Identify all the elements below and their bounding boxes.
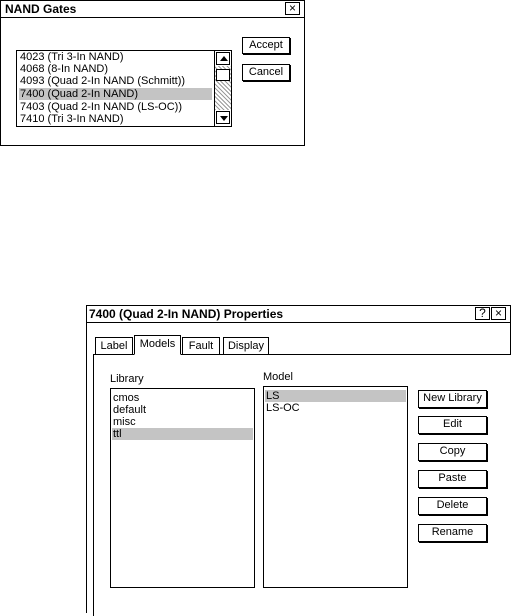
vertical-scrollbar[interactable] [214, 51, 231, 126]
list-item[interactable]: 4068 (8-In NAND) [20, 63, 109, 75]
dialog-title: NAND Gates [5, 2, 77, 16]
delete-button[interactable]: Delete [418, 497, 487, 515]
edit-button[interactable]: Edit [418, 416, 487, 434]
nand-gates-dialog [0, 0, 305, 146]
list-item[interactable]: default [113, 404, 147, 416]
library-label: Library [110, 373, 144, 385]
dialog-title: 7400 (Quad 2-In NAND) Properties [89, 307, 284, 321]
tab-display[interactable]: Display [223, 337, 269, 355]
list-item[interactable]: 4093 (Quad 2-In NAND (Schmitt)) [20, 75, 186, 87]
models-tab-panel [93, 354, 511, 616]
rename-button[interactable]: Rename [418, 524, 487, 542]
properties-dialog [86, 305, 511, 613]
tab-models[interactable]: Models [134, 335, 181, 355]
model-label: Model [263, 371, 293, 383]
properties-dialog-titlebar[interactable] [87, 306, 510, 323]
help-icon[interactable]: ? [475, 307, 490, 320]
list-item[interactable]: misc [113, 416, 136, 428]
tab-fault[interactable]: Fault [182, 337, 220, 355]
list-item[interactable]: 7410 (Tri 3-In NAND) [20, 113, 124, 125]
list-item[interactable]: LS-OC [266, 402, 300, 414]
nand-gates-list[interactable] [16, 50, 232, 127]
list-item[interactable]: cmos [113, 392, 140, 404]
close-icon[interactable]: × [491, 307, 506, 320]
list-item-selected[interactable]: ttl [112, 428, 253, 440]
nand-dialog-titlebar[interactable] [1, 1, 304, 18]
copy-button[interactable]: Copy [418, 443, 487, 461]
tab-label[interactable]: Label [95, 337, 133, 355]
list-item-selected[interactable]: 7400 (Quad 2-In NAND) [19, 88, 212, 100]
model-list[interactable] [263, 386, 408, 588]
paste-button[interactable]: Paste [418, 470, 487, 488]
library-list[interactable] [110, 388, 255, 588]
list-item-selected[interactable]: LS [265, 390, 406, 402]
list-item[interactable]: 4023 (Tri 3-In NAND) [20, 51, 124, 63]
scroll-up-arrow-icon[interactable] [216, 52, 230, 65]
close-icon[interactable]: × [285, 2, 300, 15]
scroll-thumb[interactable] [216, 69, 230, 81]
cancel-button[interactable]: Cancel [242, 64, 290, 81]
scroll-down-arrow-icon[interactable] [216, 111, 230, 124]
new-library-button[interactable]: New Library [418, 390, 487, 408]
accept-button[interactable]: Accept [242, 37, 290, 54]
list-item[interactable]: 7403 (Quad 2-In NAND (LS-OC)) [20, 101, 182, 113]
